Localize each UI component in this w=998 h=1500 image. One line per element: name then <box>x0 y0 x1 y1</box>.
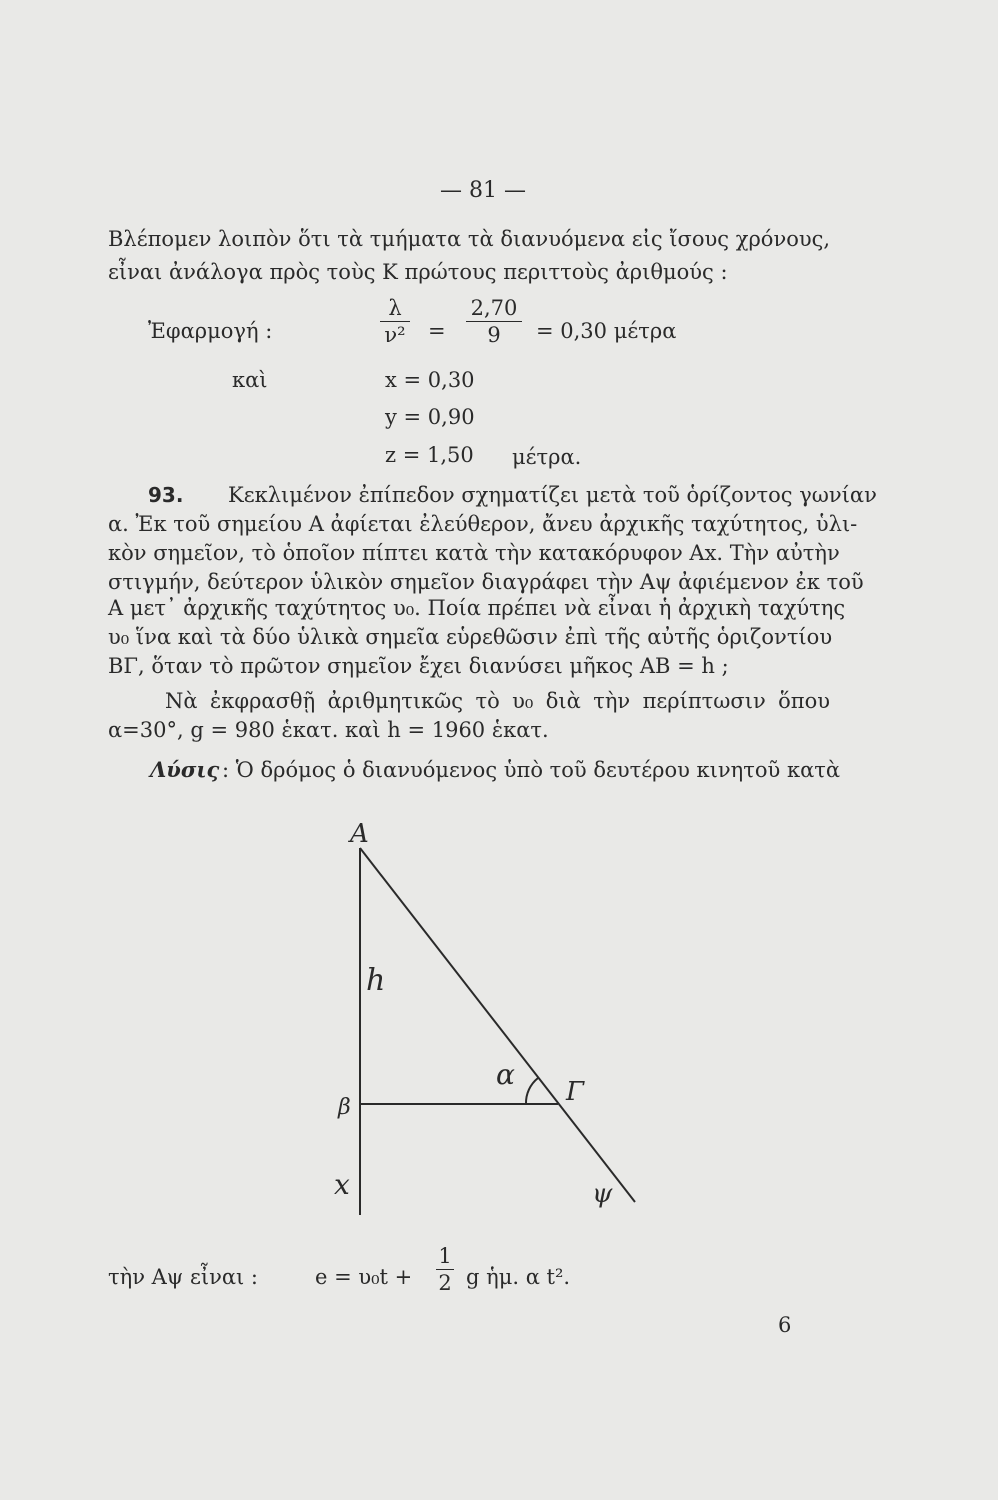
problem-line-6: υ₀ ἵνα καὶ τὰ δύο ὑλικὰ σημεῖα εὑρεθῶσιν ἐπὶ τῆς αὐτῆς ὁριζοντίου <box>108 625 833 649</box>
frac1-numerator: λ <box>388 296 402 320</box>
label-G: Γ <box>566 1077 585 1107</box>
formula-frac-denominator: 2 <box>438 1271 452 1295</box>
frac2-denominator: 9 <box>487 323 501 347</box>
label-A: A <box>350 819 369 849</box>
incline-diagram <box>300 810 660 1230</box>
label-psi: ψ <box>592 1179 613 1209</box>
angle-arc <box>526 1078 538 1104</box>
formula-rhs: g ἡμ. α t². <box>466 1265 571 1289</box>
incline-line-Apsi <box>360 848 635 1202</box>
solution-label: Λύσις <box>150 757 220 782</box>
formula-lhs: e = υ₀t + <box>315 1265 413 1289</box>
fraction-lambda-over-nu2 <box>380 296 410 347</box>
intro-line-2: εἶναι ἀνάλογα πρὸς τοὺς Κ πρώτους περιττοὺς ἀριθμούς : <box>108 260 728 284</box>
page-number: — 81 — <box>440 178 526 203</box>
problem-line-7: ΒΓ, ὅταν τὸ πρῶτον σημεῖον ἔχει διανύσει μῆκος ΑΒ = h ; <box>108 654 729 678</box>
z-unit: μέτρα. <box>512 445 582 469</box>
y-value: y = 0,90 <box>385 405 475 429</box>
problem-number: 93. <box>148 483 184 507</box>
problem-line-3: κὸν σημεῖον, τὸ ὁποῖον πίπτει κατὰ τὴν κατακόρυφον Αx. Τὴν αὐτὴν <box>108 541 840 565</box>
problem-line-1: Κεκλιμένον ἐπίπεδον σχηματίζει μετὰ τοῦ ὁρίζοντος γωνίαν <box>228 483 877 507</box>
solution-line-1: : Ὁ δρόμος ὁ διανυόμενος ὑπὸ τοῦ δευτέρου κινητοῦ κατὰ <box>222 758 841 782</box>
numeric-line-1: Νὰ ἐκφρασθῇ ἀριθμητικῶς τὸ υ₀ διὰ τὴν περίπτωσιν ὅπου <box>165 689 830 713</box>
label-x: x <box>334 1168 350 1201</box>
formula-fraction-half <box>436 1244 454 1295</box>
intro-line-1: Βλέπομεν λοιπὸν ὅτι τὰ τμήματα τὰ διανυόμενα εἰς ἴσους χρόνους, <box>108 227 831 251</box>
application-label: Ἐφαρμογή : <box>148 319 273 343</box>
formula-frac-numerator: 1 <box>438 1244 452 1268</box>
formula-prefix: τὴν Αψ εἶναι : <box>108 1265 258 1289</box>
problem-line-2: α. Ἐκ τοῦ σημείου Α ἀφίεται ἐλεύθερον, ἄνευ ἀρχικῆς ταχύτητος, ὑλι- <box>108 512 858 536</box>
equals-sign: = <box>428 319 446 343</box>
label-B: β <box>338 1095 351 1120</box>
frac2-bar <box>466 321 522 322</box>
z-value: z = 1,50 <box>385 443 474 467</box>
fraction-270-over-9 <box>466 296 522 347</box>
problem-line-5: Α μετ᾽ ἀρχικῆς ταχύτητος υ₀. Ποία πρέπει νὰ εἶναι ἡ ἀρχικὴ ταχύτης <box>108 596 846 620</box>
formula-frac-bar <box>436 1269 454 1270</box>
frac1-denominator: ν² <box>384 323 406 347</box>
problem-line-4: στιγμήν, δεύτερον ὑλικὸν σημεῖον διαγράφει τὴν Αψ ἀφιέμενον ἐκ τοῦ <box>108 570 864 594</box>
frac2-numerator: 2,70 <box>470 296 518 320</box>
frac1-bar <box>380 321 410 322</box>
and-label: καὶ <box>232 368 268 392</box>
label-alpha: α <box>496 1058 515 1091</box>
x-value: x = 0,30 <box>385 368 475 392</box>
sheet-number: 6 <box>778 1313 792 1337</box>
numeric-line-2: α=30°, g = 980 ἑκατ. καὶ h = 1960 ἑκατ. <box>108 718 549 742</box>
label-h: h <box>366 963 386 998</box>
application-result: = 0,30 μέτρα <box>536 319 677 343</box>
